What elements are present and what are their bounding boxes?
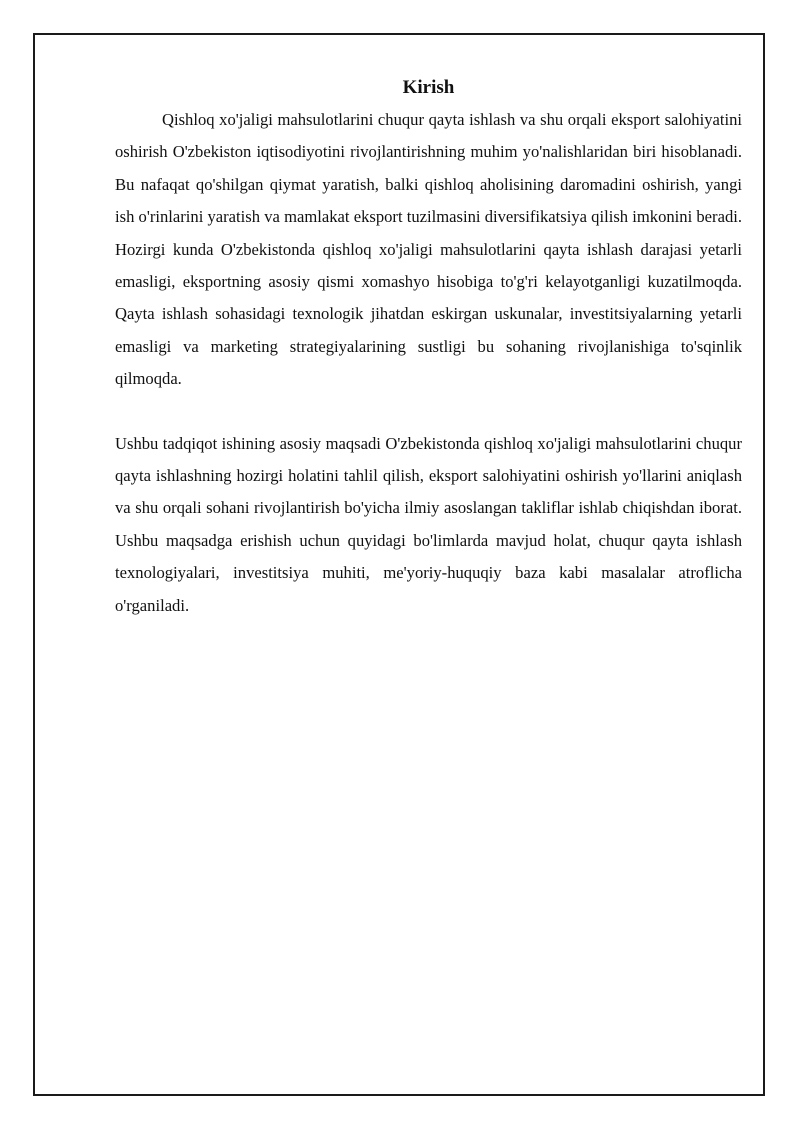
paragraph-spacer bbox=[115, 396, 742, 428]
document-body bbox=[115, 74, 742, 622]
paragraph-2: Ushbu tadqiqot ishining asosiy maqsadi O'zbekistonda qishloq xo'jaligi mahsulotlarini chuqur qayta ishlashning hozirgi holatini tahlil qilish, eksport salohiyatini oshirish yo'llarini aniqlash va shu orqali sohani rivojlantirish bo'yicha ilmiy asoslangan takliflar ishlab chiqishdan iborat. Ushbu maqsadga erishish uchun quyidagi bo'limlarda mavjud holat, chuqur qayta ishlash texnologiyalari, investitsiya muhiti, me'yoriy-huquqiy baza kabi masalalar atroflicha o'rganiladi. bbox=[115, 433, 742, 615]
paragraph-1: Qishloq xo'jaligi mahsulotlarini chuqur qayta ishlash va shu orqali eksport salohiyatini oshirish O'zbekiston iqtisodiyotini rivojlantirishning muhim yo'nalishlaridan biri hisoblanadi. Bu nafaqat qo'shilgan qiymat yaratish, balki qishloq aholisining daromadini oshirish, yangi ish o'rinlarini yaratish va mamlakat eksport tuzilmasini diversifikatsiya qilish imkonini beradi. Hozirgi kunda O'zbekistonda qishloq xo'jaligi mahsulotlarini qayta ishlash darajasi yetarli emasligi, eksportning asosiy qismi xomashyo hisobiga to'g'ri kelayotganligi kuzatilmoqda. Qayta ishlash sohasidagi texnologik jihatdan eskirgan uskunalar, investitsiyalarning yetarli emasligi va marketing strategiyalarining sustligi bu sohaning rivojlanishiga to'sqinlik qilmoqda. bbox=[115, 110, 742, 389]
document-heading: Kirish bbox=[402, 77, 455, 98]
